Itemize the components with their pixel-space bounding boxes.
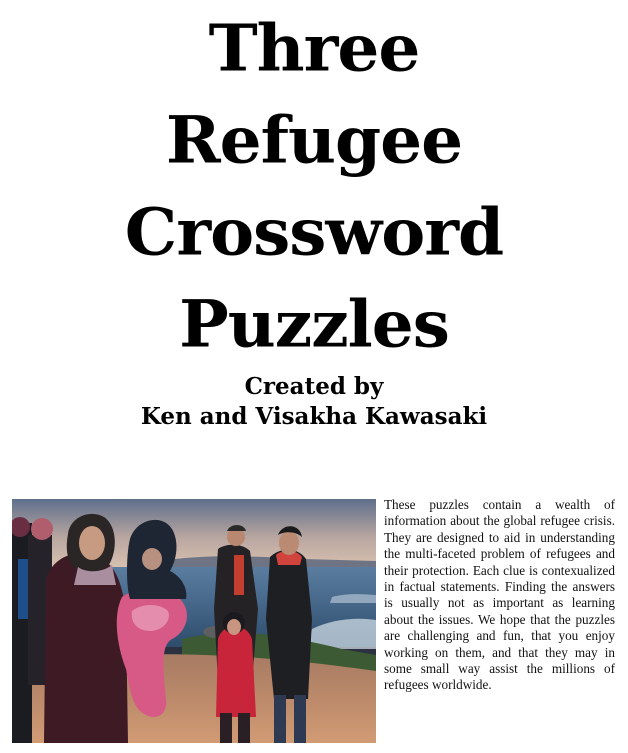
document-title [0, 2, 628, 370]
byline-created-by: Created by [244, 373, 384, 400]
byline-authors: Ken and Visakha Kawasaki [140, 403, 488, 430]
author-byline [0, 372, 628, 432]
title-line-3: Crossword [124, 193, 504, 271]
intro-paragraph: These puzzles contain a wealth of information about the global refugee crisis. They are designed to aid in understanding the multi-faceted problem of refugees and their protection. Each clue is contexualized in factual statements. Finding the answers is usually not as important as learning about the issues. We hope that the puzzles are challenging and fun, that you enjoy working on them, and that they may in some small way assist the millions of refugees worldwide. [384, 497, 615, 693]
title-line-2: Refugee [165, 101, 463, 179]
title-line-1: Three [208, 9, 420, 87]
title-line-4: Puzzles [179, 285, 449, 363]
refugee-family-photo [12, 499, 376, 743]
